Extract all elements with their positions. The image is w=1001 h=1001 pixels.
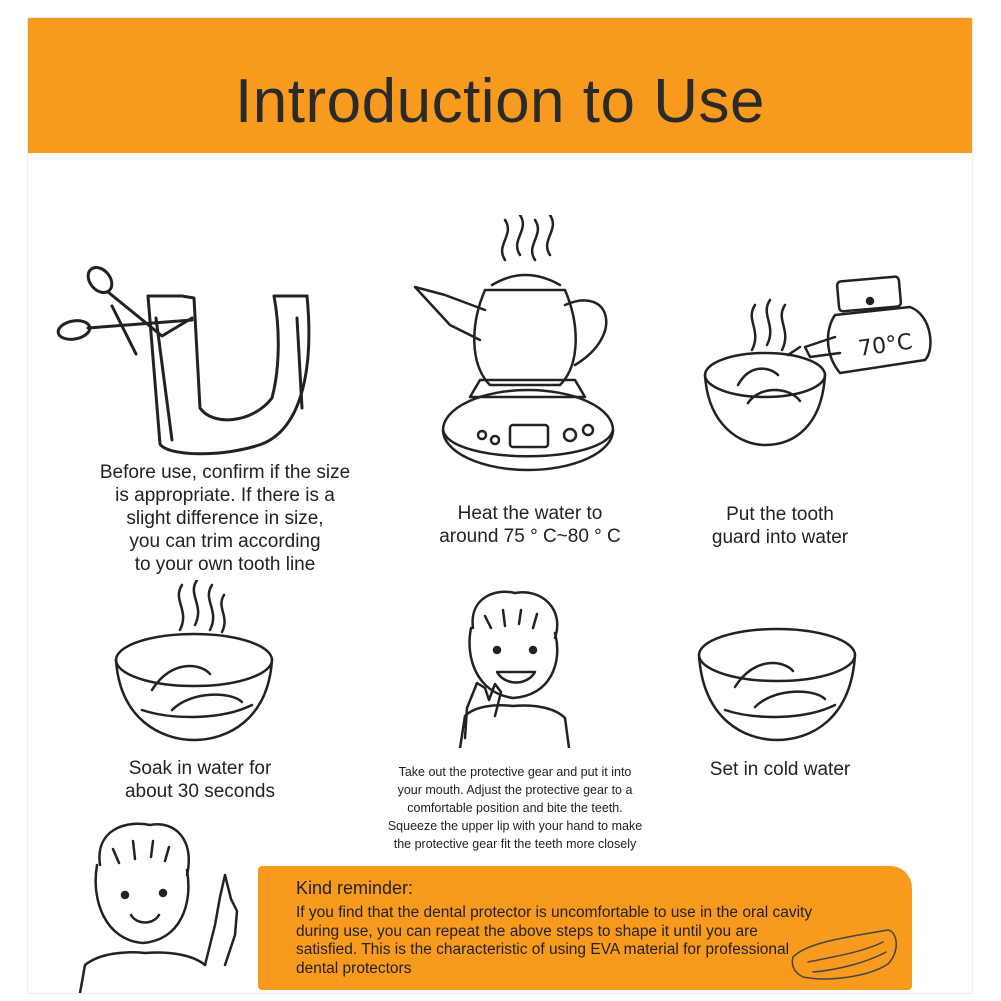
kettle-heater-icon xyxy=(410,215,640,490)
step-5-caption: Take out the protective gear and put it into your mouth. Adjust the protective gear to a comfortable position and bite the teeth. Squeeze the upper lip with your hand to make the protective gear fit the teeth more closely xyxy=(387,765,643,851)
page-title: Introduction to Use xyxy=(235,67,765,136)
header-banner xyxy=(28,18,972,153)
boy-pointing-icon xyxy=(75,815,250,993)
step-4-caption: Soak in water for about 30 seconds xyxy=(124,758,275,802)
steaming-bowl-icon xyxy=(112,580,277,745)
kind-reminder-box xyxy=(258,866,912,990)
mouth-guard-icon xyxy=(788,922,906,984)
scissors-trim-icon xyxy=(52,258,332,458)
step-2-caption: Heat the water to around 75 ° C~80 ° C xyxy=(439,503,621,547)
boy-biting-icon xyxy=(455,588,575,748)
reminder-title: Kind reminder: xyxy=(296,878,414,898)
pour-into-bowl-icon xyxy=(700,275,940,465)
svg-text:70°C: 70°C xyxy=(856,329,914,362)
reminder-text: If you find that the dental protector is uncomfortable to use in the oral cavity during use, you can repeat the above steps to shape it until you are satisfied. This is the characteristic of using EVA material for professional dental protectors xyxy=(296,904,813,977)
step-1-caption: Before use, confirm if the size is appropriate. If there is a slight difference in size, you can trim according to your own tooth line xyxy=(99,462,351,575)
step-3-caption: Put the tooth guard into water xyxy=(711,504,849,548)
cold-bowl-icon xyxy=(695,625,860,745)
step-6-caption: Set in cold water xyxy=(709,759,851,780)
